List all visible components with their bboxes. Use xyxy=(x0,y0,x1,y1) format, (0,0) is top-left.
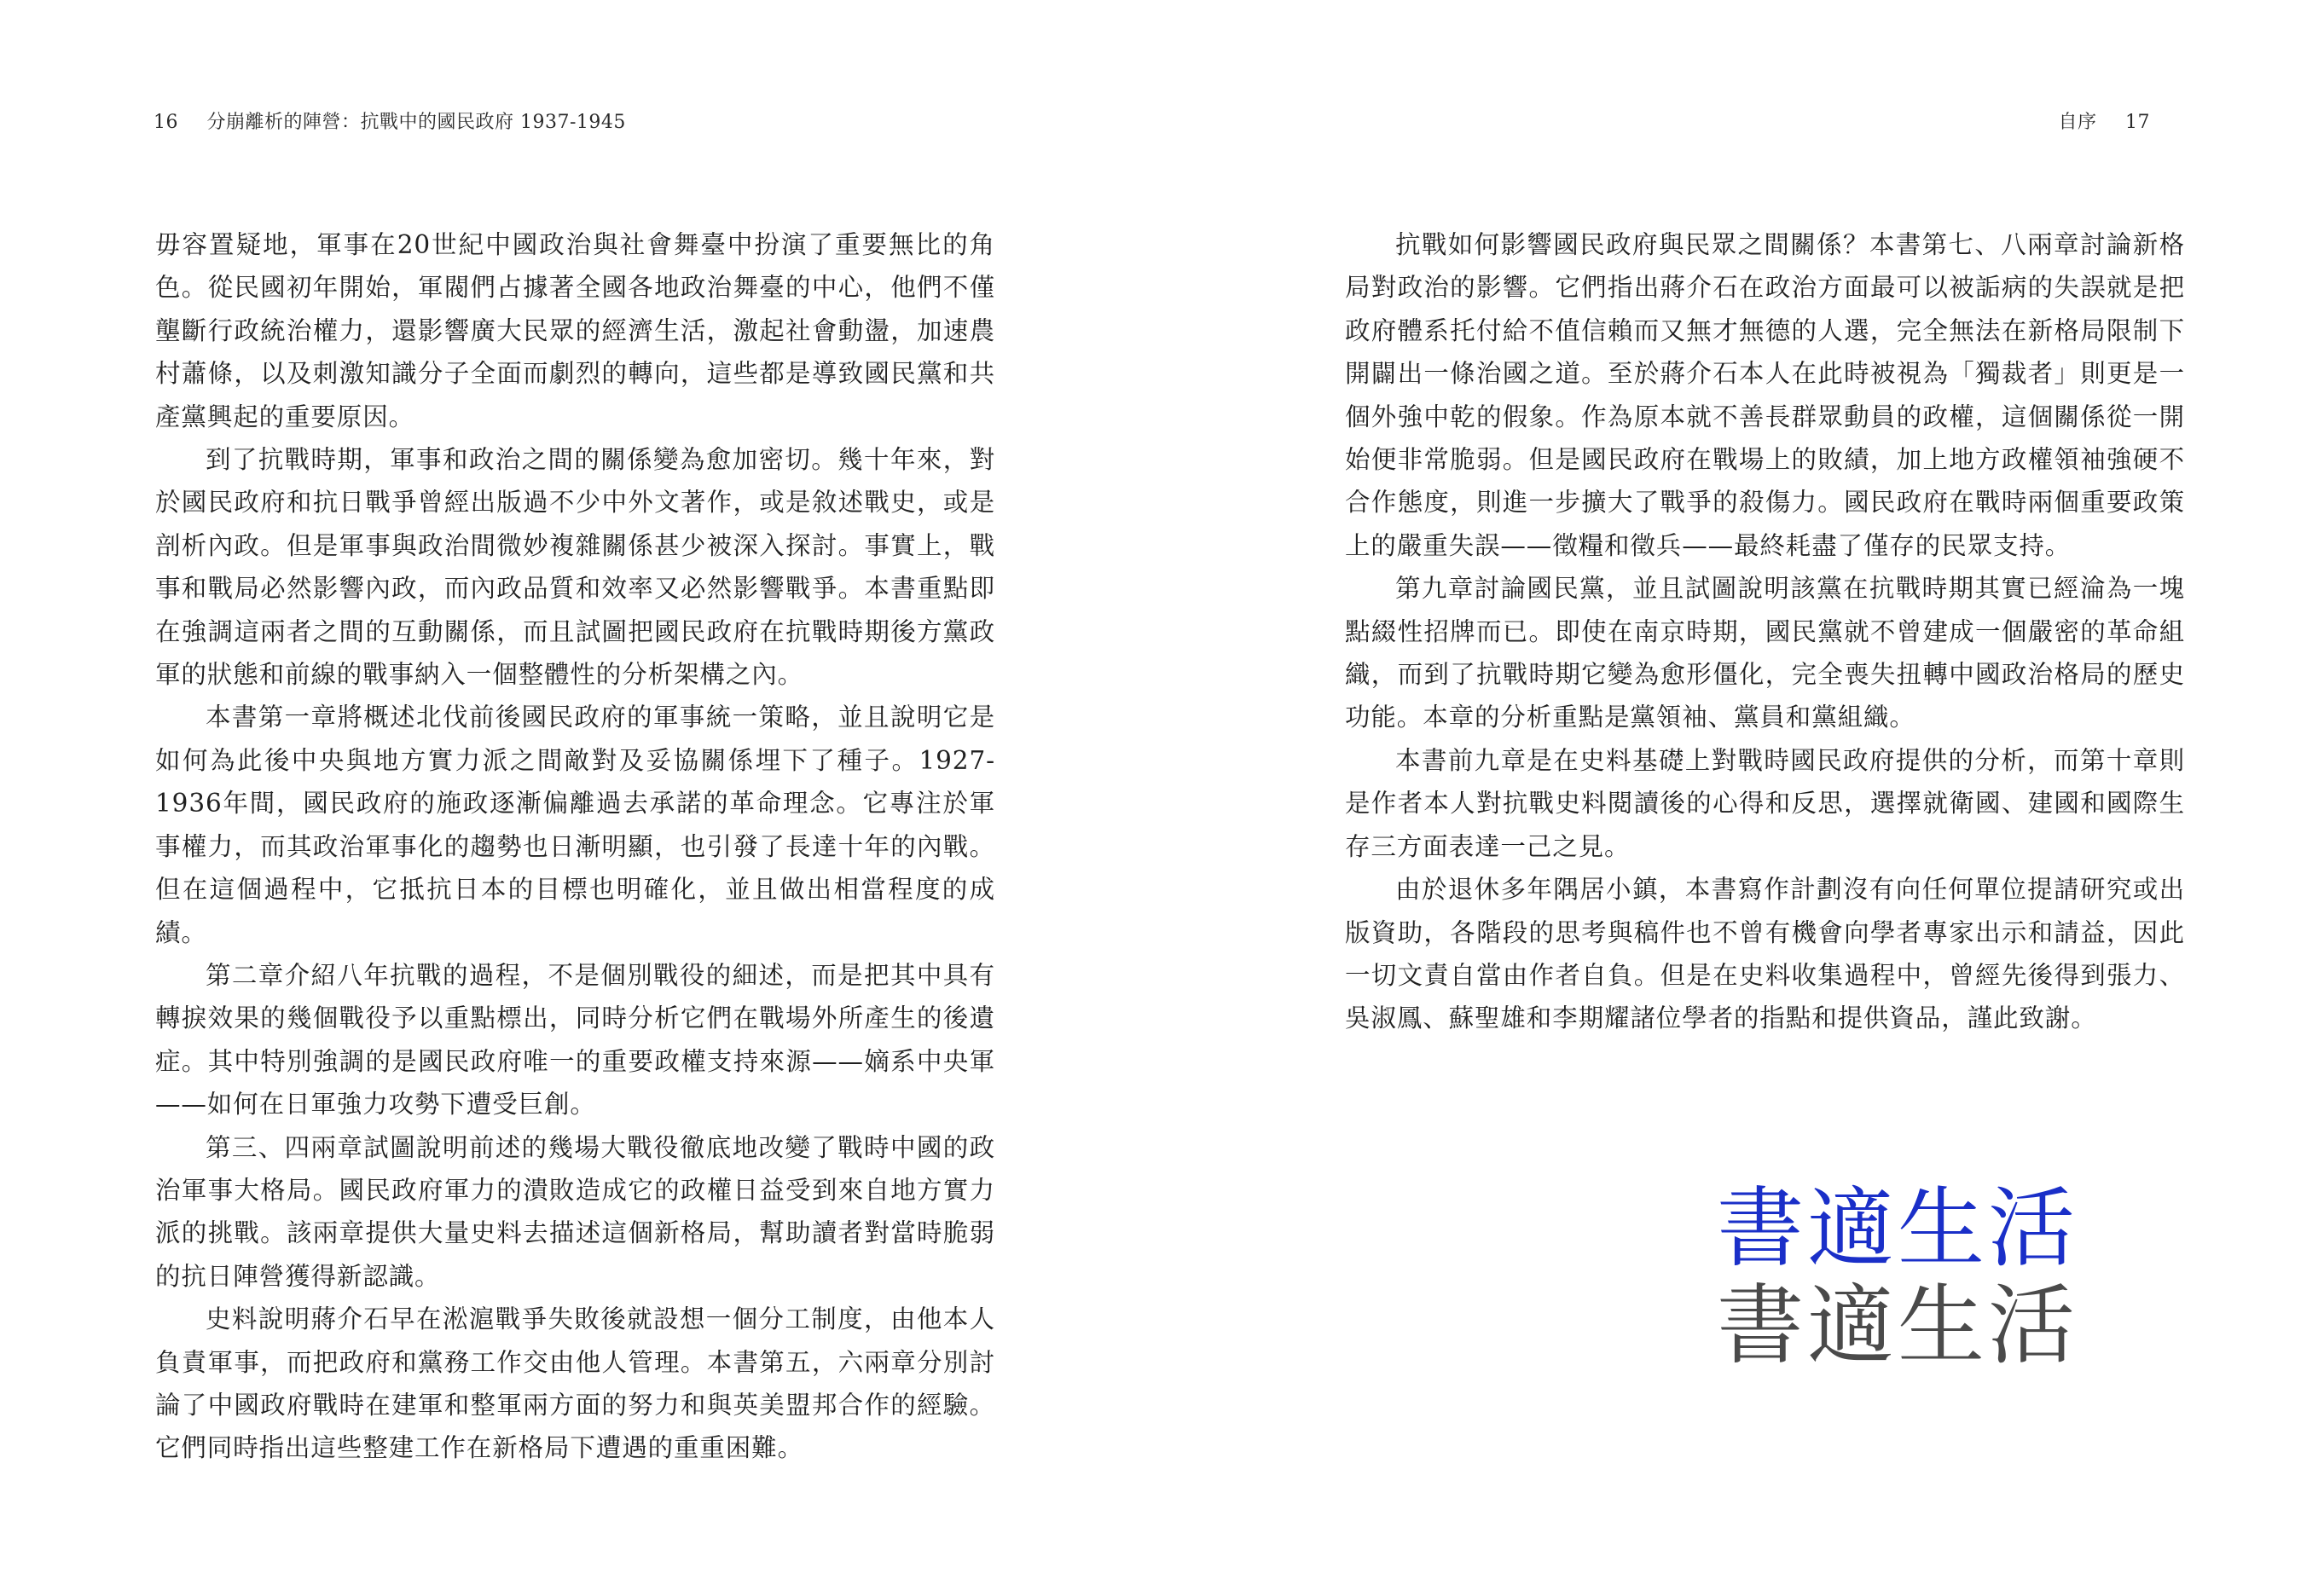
left-paragraph-3: 本書第一章將概述北伐前後國民政府的軍事統一策略，並且說明它是如何為此後中央與地方實力派之間敵對及妥協關係埋下了種子。1927-1936年間，國民政府的施政逐漸偏離過去承諾的革命理念。它專注於軍事權力，而其政治軍事化的趨勢也日漸明顯，也引發了長達十年的內戰。但在這個過程中，它抵抗日本的目標也明確化，並且做出相當程度的成績。 xyxy=(155,703,995,947)
watermark-gray-text: 書適生活 xyxy=(1717,1276,2078,1377)
left-paragraph-1: 毋容置疑地，軍事在20世紀中國政治與社會舞臺中扮演了重要無比的角色。從民國初年開始，軍閥們占據著全國各地政治舞臺的中心，他們不僅壟斷行政統治權力，還影響廣大民眾的經濟生活，激起社會動盪，加速農村蕭條，以及刺激知識分子全面而劇烈的轉向，這些都是導致國民黨和共產黨興起的重要原因。 xyxy=(155,230,995,431)
left-running-head-title: 分崩離析的陣營：抗戰中的國民政府 1937-1945 xyxy=(206,112,626,133)
right-paragraph-3: 本書前九章是在史料基礎上對戰時國民政府提供的分析，而第十章則是作者本人對抗戰史料閱讀後的心得和反思，選擇就衛國、建國和國際生存三方面表達一己之見。 xyxy=(1345,745,2185,861)
left-paragraph-5: 第三、四兩章試圖說明前述的幾場大戰役徹底地改變了戰時中國的政治軍事大格局。國民政府軍力的潰敗造成它的政權日益受到來自地方實力派的挑戰。該兩章提供大量史料去描述這個新格局，幫助讀者對當時脆弱的抗日陣營獲得新認識。 xyxy=(155,1132,995,1291)
left-paragraph-4: 第二章介紹八年抗戰的過程，不是個別戰役的細述，而是把其中具有轉捩效果的幾個戰役予以重點標出，同時分析它們在戰場外所產生的後遺症。其中特別強調的是國民政府唯一的重要政權支持來源——嫡系中央軍——如何在日軍強力攻勢下遭受巨創。 xyxy=(155,960,995,1119)
left-running-head xyxy=(154,107,626,134)
right-running-head-title: 自序 xyxy=(2058,112,2097,133)
watermark-blue-text: 書適生活 xyxy=(1717,1178,2078,1280)
right-paragraph-1: 抗戰如何影響國民政府與民眾之間關係？本書第七、八兩章討論新格局對政治的影響。它們指出蔣介石在政治方面最可以被詬病的失誤就是把政府體系托付給不值信賴而又無才無德的人選，完全無法在新格局限制下開闢出一條治國之道。至於蔣介石本人在此時被視為「獨裁者」則更是一個外強中乾的假象。作為原本就不善長群眾動員的政權，這個關係從一開始便非常脆弱。但是國民政府在戰場上的敗績，加上地方政權領袖強硬不合作態度，則進一步擴大了戰爭的殺傷力。國民政府在戰時兩個重要政策上的嚴重失誤——徵糧和徵兵——最終耗盡了僅存的民眾支持。 xyxy=(1345,230,2185,560)
left-paragraph-6: 史料說明蔣介石早在淞滬戰爭失敗後就設想一個分工制度，由他本人負責軍事，而把政府和黨務工作交由他人管理。本書第五，六兩章分別討論了中國政府戰時在建軍和整軍兩方面的努力和與英美盟邦合作的經驗。它們同時指出這些整建工作在新格局下遭遇的重重困難。 xyxy=(155,1304,995,1463)
watermark-logo xyxy=(1717,1178,2078,1377)
right-paragraph-4: 由於退休多年隅居小鎮，本書寫作計劃沒有向任何單位提請研究或出版資助，各階段的思考與稿件也不曾有機會向學者專家出示和請益，因此一切文責自當由作者自負。但是在史料收集過程中，曾經先後得到張力、吳淑鳳、蘇聖雄和李期耀諸位學者的指點和提供資品，謹此致謝。 xyxy=(1345,875,2185,1033)
right-page-number: 17 xyxy=(2125,112,2150,133)
right-running-head xyxy=(2058,107,2150,134)
left-page-number: 16 xyxy=(154,112,178,133)
left-body-text xyxy=(155,223,995,1470)
left-paragraph-2: 到了抗戰時期，軍事和政治之間的關係變為愈加密切。幾十年來，對於國民政府和抗日戰爭曾經出版過不少中外文著作，或是敘述戰史，或是剖析內政。但是軍事與政治間微妙複雜關係甚少被深入探討。事實上，戰事和戰局必然影響內政，而內政品質和效率又必然影響戰爭。本書重點即在強調這兩者之間的互動關係，而且試圖把國民政府在抗戰時期後方黨政軍的狀態和前線的戰事納入一個整體性的分析架構之內。 xyxy=(155,445,995,690)
right-body-text xyxy=(1345,223,2185,1040)
right-paragraph-2: 第九章討論國民黨，並且試圖說明該黨在抗戰時期其實已經淪為一塊點綴性招牌而已。即使在南京時期，國民黨就不曾建成一個嚴密的革命組織，而到了抗戰時期它變為愈形僵化，完全喪失扭轉中國政治格局的歷史功能。本章的分析重點是黨領袖、黨員和黨組織。 xyxy=(1345,574,2185,732)
